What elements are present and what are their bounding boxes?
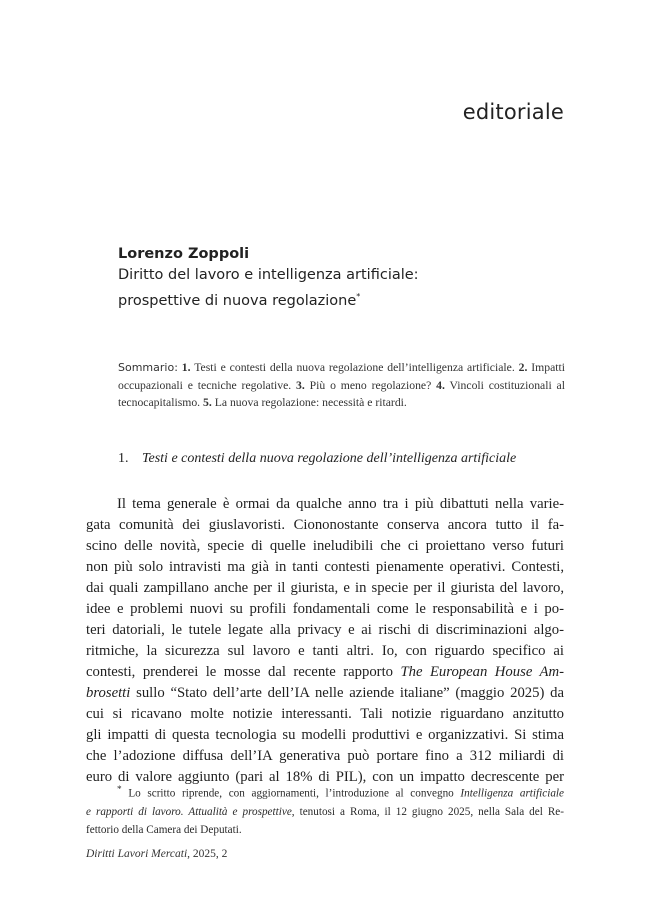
body-line: scino delle novità, specie di quelle ineludibili che ci proiettano verso futuri xyxy=(86,538,564,554)
summary-item-3-number: 3. xyxy=(296,378,305,392)
section-heading-number: 1. xyxy=(118,451,129,466)
article-title-line-2-text: prospettive di nuova regolazione xyxy=(118,292,357,309)
summary-item-2-number: 2. xyxy=(518,361,528,374)
summary xyxy=(118,359,565,412)
body-line: euro di valore aggiunto (pari al 18% di PIL), con un impatto decrescente per xyxy=(86,769,564,785)
page-footer xyxy=(86,848,227,860)
body-line: cui si ricavano molte notizie interessanti. Tali notizie riguardano anzitutto xyxy=(86,706,564,722)
body-line: che l’adozione diffusa dell’IA generativa può portare fino a 312 miliardi di xyxy=(86,748,564,764)
body-line-part: contesti, prenderei le mosse dal recente rapporto xyxy=(86,664,393,680)
article-title-line-1: Diritto del lavoro e intelligenza artificiale: xyxy=(118,267,419,283)
summary-item-1-text: Testi e contesti della nuova regolazione dell’intelligenza artificiale. xyxy=(194,361,515,374)
body-text xyxy=(86,494,564,788)
footnote-text-2: , tenutosi a Roma, il 12 giugno 2025, nella Sala del Re- xyxy=(291,805,564,818)
summary-item-1-number: 1. xyxy=(181,361,191,374)
footnote-italic-1: Intelligenza artificiale xyxy=(460,787,564,800)
author-name: Lorenzo Zoppoli xyxy=(118,246,250,262)
footnote-line xyxy=(86,803,564,821)
body-line xyxy=(86,683,564,704)
summary-item-5-text: La nuova regolazione: necessità e ritardi. xyxy=(214,396,407,410)
body-line: teri datoriali, le tutele legate alla privacy e ai rischi di discriminazioni algo- xyxy=(86,622,564,638)
body-line: gata comunità dei giuslavoristi. Ciononostante conserva ancora tutto il fa- xyxy=(86,517,564,533)
footnote-italic-2: e rapporti di lavoro. Attualità e prospettive xyxy=(86,805,292,818)
summary-label: Sommario: xyxy=(118,361,178,374)
body-line: non più solo intravisti ma già in tanti contesti pienamente operativi. Contesti, xyxy=(86,559,564,575)
body-line-part: sullo “Stato dell’arte dell’IA nelle aziende italiane” (maggio 2025) da xyxy=(136,685,564,701)
journal-issue: , 2025, 2 xyxy=(187,848,228,860)
body-line: idee e problemi nuovi su profili fondamentali come le responsabilità e i po- xyxy=(86,601,564,617)
report-title-italic: The European House Am- xyxy=(400,664,564,680)
footnote-text-1: Lo scritto riprende, con aggiornamenti, l’introduzione al convegno xyxy=(128,787,454,800)
body-line: ritmiche, la sicurezza sul lavoro e tanti altri. Io, con riguardo specifico ai xyxy=(86,643,564,659)
summary-item-4-number: 4. xyxy=(436,378,445,392)
article-title-line-2 xyxy=(118,286,578,312)
summary-item-5-number: 5. xyxy=(203,396,212,410)
footnote xyxy=(86,781,564,839)
summary-item-4-text: Vincoli costituzionali al tecnocapitalismo. xyxy=(118,378,565,410)
summary-item-2-text: Impatti occupazionali e tecniche regolative. xyxy=(118,361,566,392)
section-heading xyxy=(118,451,588,467)
footnote-mark: * xyxy=(117,785,122,795)
report-title-italic-cont: brosetti xyxy=(86,685,131,701)
body-line: gli impatti di questa tecnologia su modelli produttivi e organizzativi. Si stima xyxy=(86,727,564,743)
footnote-line: fettorio della Camera dei Deputati. xyxy=(86,823,242,836)
summary-item-3-text: Più o meno regolazione? xyxy=(309,378,432,392)
body-line: Il tema generale è ormai da qualche anno tra i più dibattuti nella varie- xyxy=(117,496,564,512)
journal-name: Diritti Lavori Mercati xyxy=(86,848,188,860)
body-line xyxy=(86,662,564,683)
footnote-line xyxy=(86,781,564,803)
article-header xyxy=(118,244,578,312)
title-footnote-mark[interactable]: * xyxy=(356,292,361,301)
body-line: dai quali zampillano anche per il giurista, e in specie per il giurista del lavoro, xyxy=(86,580,564,596)
section-label: editoriale xyxy=(462,100,564,124)
section-heading-title: Testi e contesti della nuova regolazione dell’intelligenza artificiale xyxy=(142,451,517,466)
